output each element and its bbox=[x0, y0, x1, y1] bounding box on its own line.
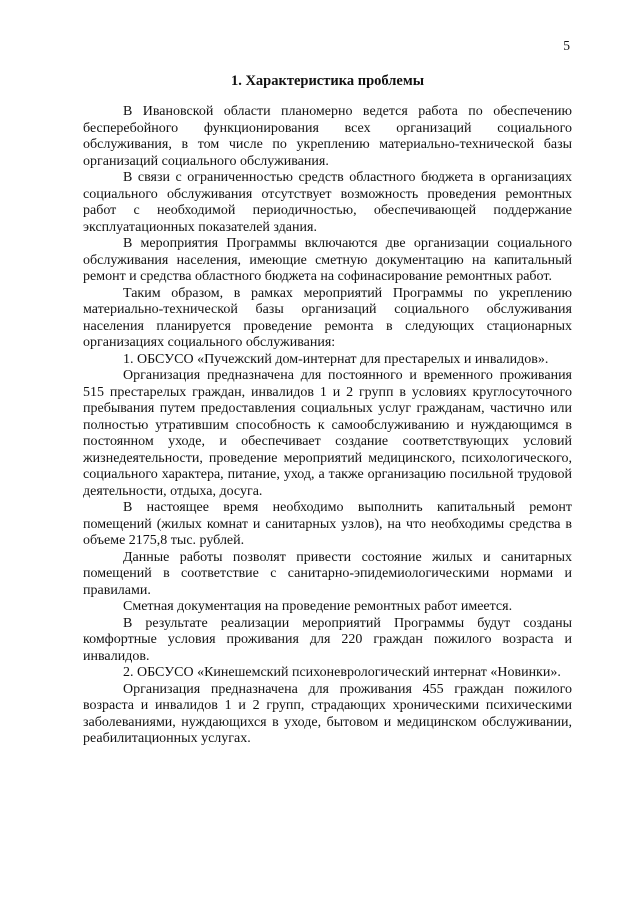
paragraph-kineshma-description: Организация предназначена для проживания 455 граждан пожилого возраста и инвалидов 1 и 2 групп, страдающих хроническими психическими заболеваниями, нуждающихся в уходе, бытовом и медицинском обслуживании, реабилитационных услугах. bbox=[83, 681, 572, 746]
paragraph-budget-limits: В связи с ограниченностью средств областного бюджета в организациях социального обслуживания отсутствует возможность проведения ремонтных работ с необходимой периодичностью, обеспечивающей поддержание эксплуатационных показателей здания. bbox=[83, 170, 572, 235]
paragraph-puchezh-description: Организация предназначена для постоянного и временного проживания 515 престарелых граждан, инвалидов 1 и 2 групп в условиях круглосуточного пребывания путем предоставления социальных услуг гражданам, частично или полностью утратившим способность к самообслуживанию и нуждающимся в постоянном уходе, и обеспечивает создание соответствующих условий жизнедеятельности, проведение мероприятий медицинского, психологического, социального характера, питание, уход, а также организацию посильной трудовой деятельности, отдыха, досуга. bbox=[83, 368, 572, 499]
section-title: 1. Характеристика проблемы bbox=[230, 73, 425, 89]
paragraph-intro: В Ивановской области планомерно ведется работа по обеспечению бесперебойного функционирования всех организаций социального обслуживания, в том числе по укреплению материально-технической базы организаций социального обслуживания. bbox=[83, 104, 572, 169]
paragraph-program-organizations: В мероприятия Программы включаются две организации социального обслуживания населения, имеющие сметную документацию на капитальный ремонт и средства областного бюджета на софинасирование ремонтных работ. bbox=[83, 236, 572, 284]
paragraph-puchezh-result: В результате реализации мероприятий Программы будут созданы комфортные условия проживания для 220 граждан пожилого возраста и инвалидов. bbox=[83, 615, 572, 664]
list-item-puchezh-heading: 1. ОБСУСО «Пучежский дом-интернат для престарелых и инвалидов». bbox=[123, 351, 549, 367]
paragraph-repair-plan: Таким образом, в рамках мероприятий Программы по укреплению материально-технической базы организаций социального обслуживания населения планируется проведение ремонта в следующих стационарных организациях социального обслуживания: bbox=[83, 285, 572, 350]
paragraph-estimate-available: Сметная документация на проведение ремонтных работ имеется. bbox=[123, 599, 513, 614]
paragraph-puchezh-sanitary: Данные работы позволят привести состояние жилых и санитарных помещений в соответствие с санитарно-эпидемиологическими нормами и правилами. bbox=[83, 549, 572, 598]
page-content bbox=[83, 72, 572, 748]
list-item-kineshma-heading: 2. ОБСУСО «Кинешемский психоневрологический интернат «Новинки». bbox=[123, 665, 561, 680]
paragraph-puchezh-repair-cost: В настоящее время необходимо выполнить капитальный ремонт помещений (жилых комнат и санитарных узлов), на что необходимы средства в объеме 2175,8 тыс. рублей. bbox=[83, 500, 572, 548]
page-number: 5 bbox=[563, 38, 570, 53]
